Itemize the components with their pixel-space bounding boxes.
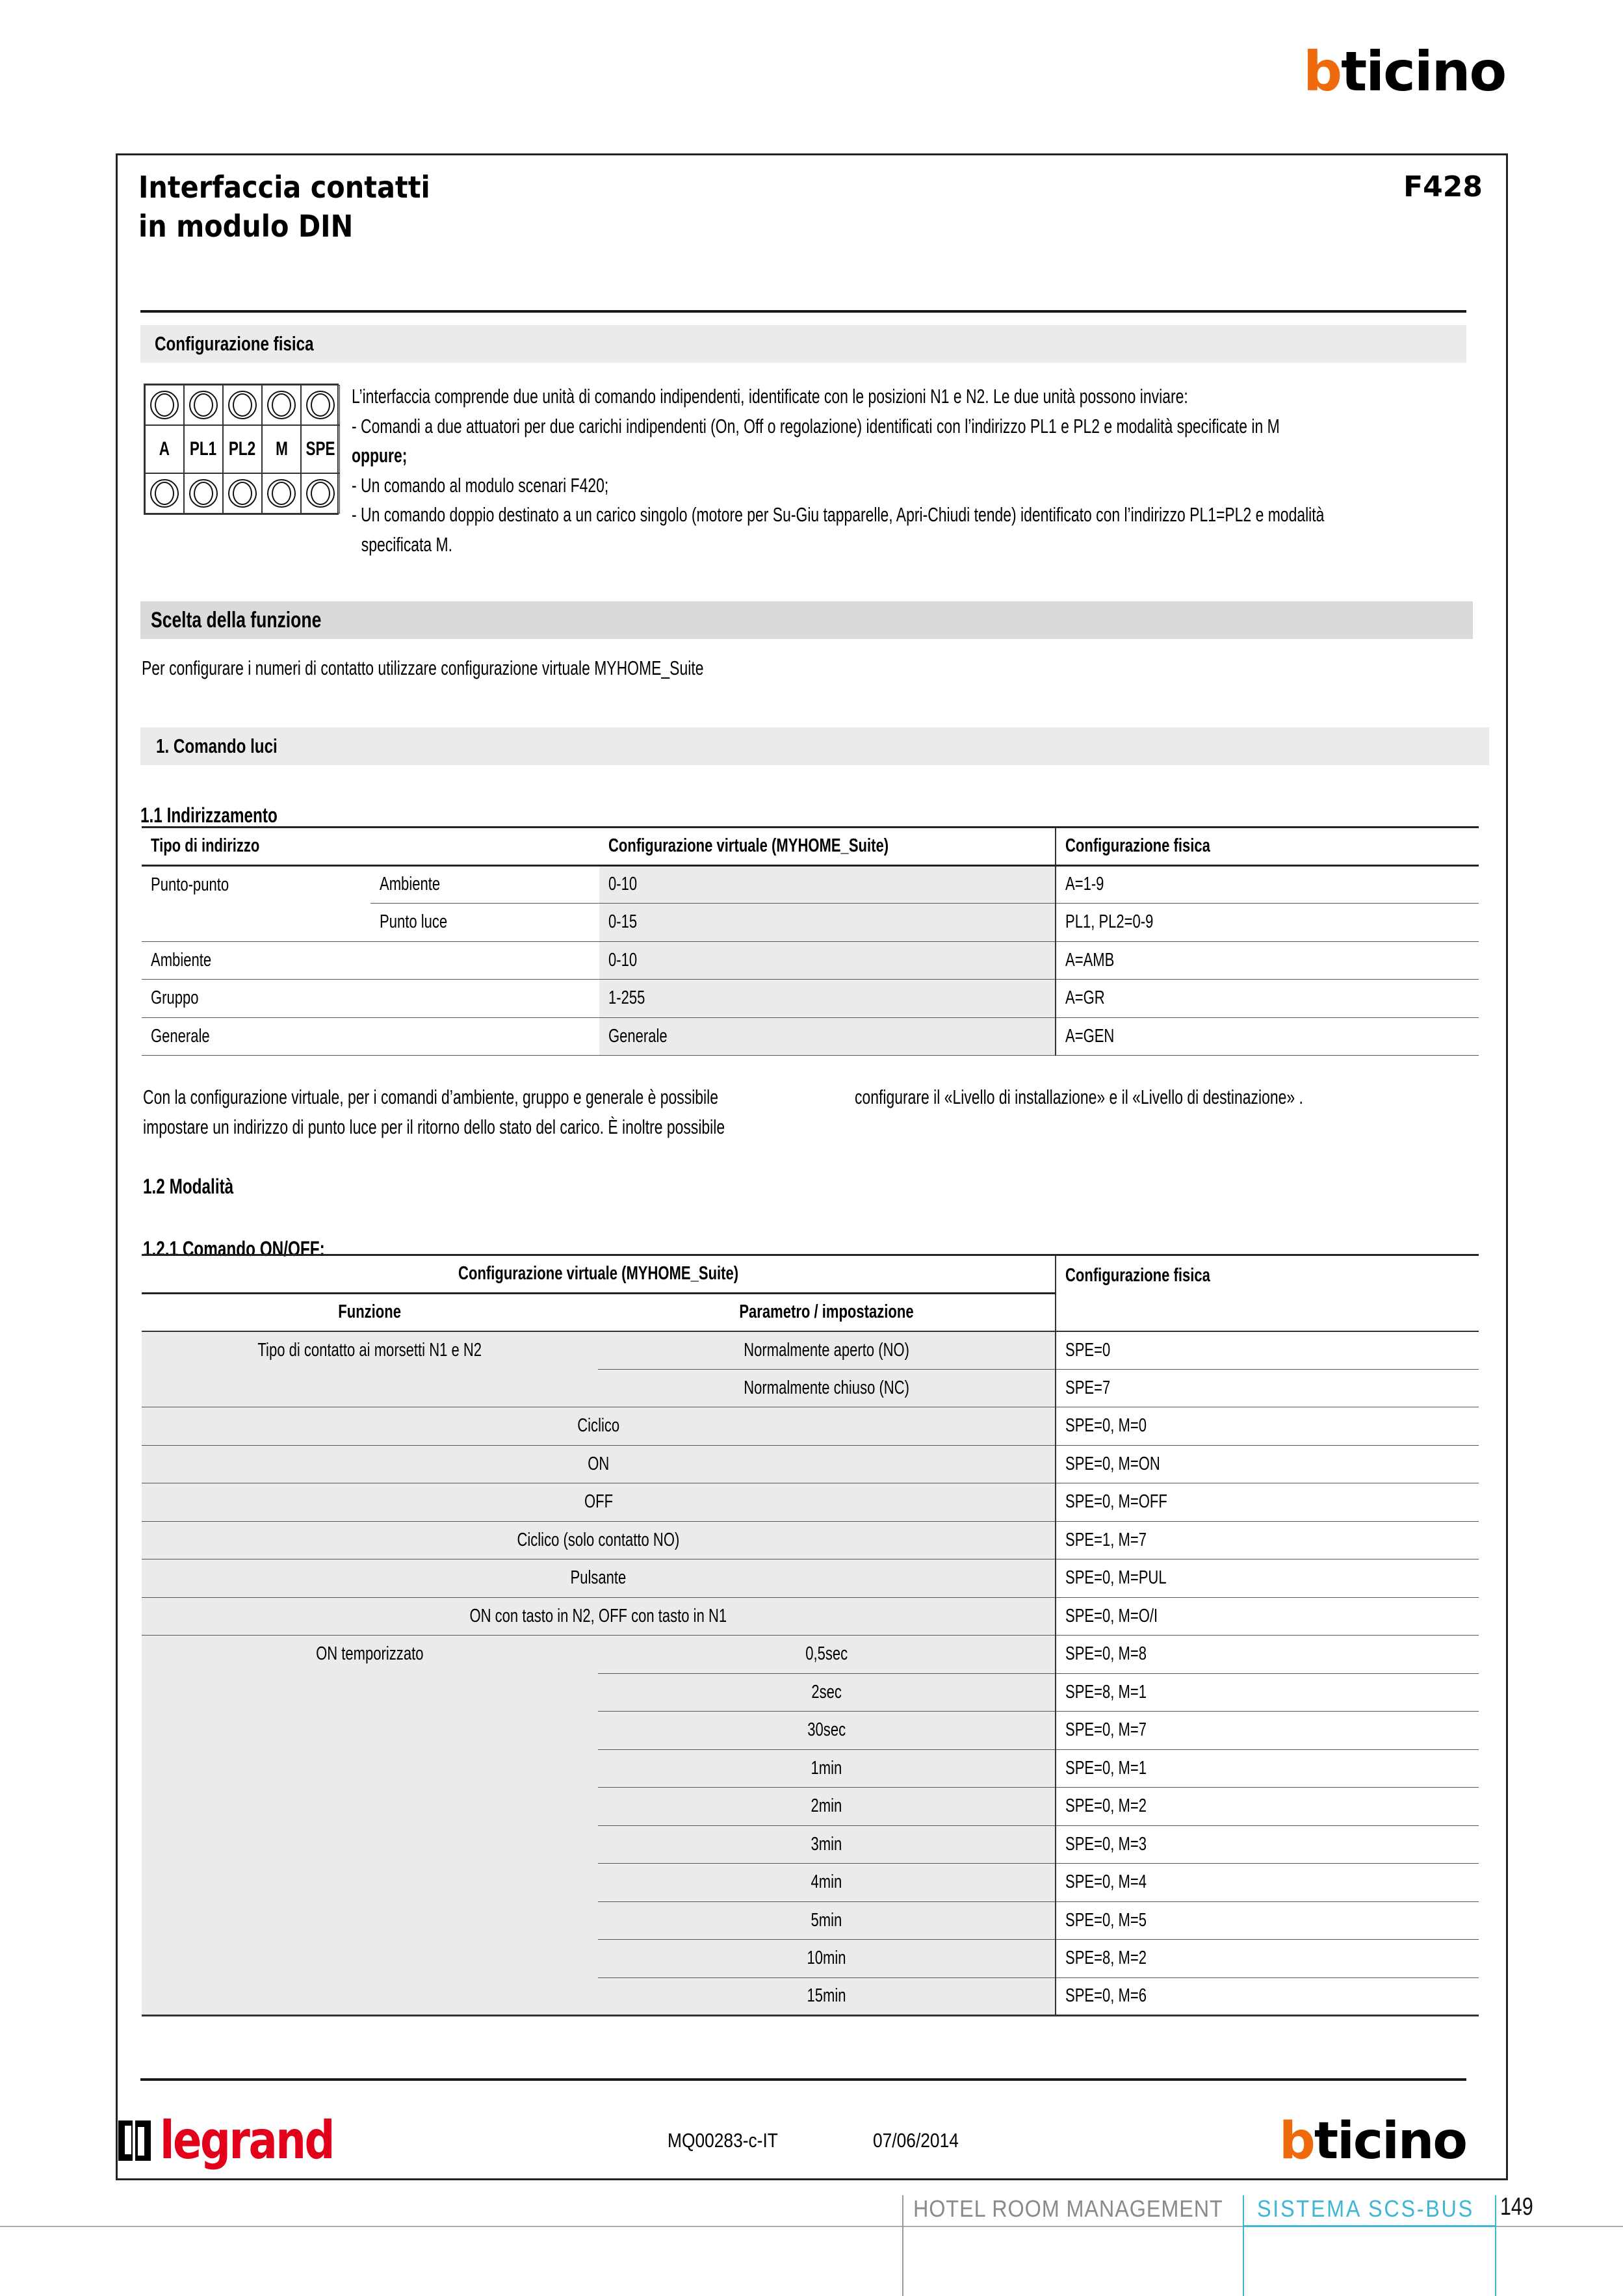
cell-text: SPE=0, M=0 bbox=[1065, 1415, 1147, 1437]
cell-text: Normalmente aperto (NO) bbox=[744, 1339, 909, 1361]
table-header-row bbox=[142, 828, 1479, 866]
terminal-label bbox=[223, 425, 262, 473]
screw-icon bbox=[150, 391, 179, 419]
header-text: Configurazione virtuale (MYHOME_Suite) bbox=[458, 1263, 739, 1285]
cell-text: SPE=0 bbox=[1065, 1339, 1111, 1361]
cell-physical bbox=[1056, 1788, 1479, 1826]
strip-separator bbox=[1495, 2195, 1496, 2296]
cell-text: Ambiente bbox=[151, 949, 212, 971]
cell-text: 0,5sec bbox=[805, 1643, 848, 1665]
cell-param bbox=[598, 1940, 1056, 1978]
screw-icon bbox=[189, 391, 218, 419]
cell-text: 0-15 bbox=[608, 911, 638, 933]
cell-text: SPE=0, M=2 bbox=[1065, 1795, 1147, 1817]
cell-physical bbox=[1056, 1017, 1479, 1056]
cell-text: 2sec bbox=[811, 1681, 842, 1702]
logo-rest: ticino bbox=[1341, 40, 1506, 103]
cell-text: 0-10 bbox=[608, 949, 638, 971]
screw-terminal-top-pl2 bbox=[223, 385, 262, 425]
note-line: Con la configurazione virtuale, per i comandi d’ambiente, gruppo e generale è possibile bbox=[143, 1086, 719, 1108]
cell-param bbox=[598, 1369, 1056, 1407]
addressing-table bbox=[142, 826, 1479, 1056]
cell-physical bbox=[1056, 904, 1479, 942]
cell-function bbox=[142, 1445, 1056, 1483]
cell-physical bbox=[1056, 1825, 1479, 1864]
page-number: 149 bbox=[1500, 2193, 1533, 2221]
description-line: specificata M. bbox=[361, 532, 453, 556]
header-text: Configurazione fisica bbox=[1065, 1265, 1210, 1286]
cell-text: Punto-punto bbox=[151, 874, 229, 895]
terminal-label bbox=[262, 425, 301, 473]
logo-b: b bbox=[1279, 2112, 1314, 2171]
cell-text: Ciclico (solo contatto NO) bbox=[517, 1529, 680, 1550]
logo-rest: ticino bbox=[1314, 2112, 1466, 2171]
terminal-label-text: SPE bbox=[305, 438, 335, 460]
cell-physical bbox=[1056, 1901, 1479, 1940]
section-band-function-choice bbox=[140, 601, 1473, 639]
terminal-label-text: M bbox=[275, 438, 288, 460]
terminal-label bbox=[184, 425, 223, 473]
cell-text: 10min bbox=[807, 1948, 846, 1969]
cell-text: SPE=0, M=3 bbox=[1065, 1833, 1147, 1855]
cell-text: 1min bbox=[811, 1757, 842, 1779]
addressing-heading: 1.1 Indirizzamento bbox=[140, 803, 278, 827]
cell-text: SPE=0, M=5 bbox=[1065, 1909, 1147, 1931]
cell-text: A=GEN bbox=[1065, 1025, 1115, 1047]
section-band-light-command bbox=[140, 727, 1489, 765]
cell-physical bbox=[1056, 1673, 1479, 1712]
cell-physical bbox=[1056, 1597, 1479, 1636]
legrand-mark-icon bbox=[118, 2120, 151, 2161]
cell-param bbox=[598, 1636, 1056, 1674]
header-text: Parametro / impostazione bbox=[739, 1301, 914, 1322]
cell-param bbox=[598, 1825, 1056, 1864]
document-date: 07/06/2014 bbox=[873, 2129, 959, 2152]
screw-icon bbox=[306, 479, 335, 508]
cell-type bbox=[142, 980, 370, 1018]
cell-physical bbox=[1056, 1407, 1479, 1446]
cell-type bbox=[142, 865, 370, 941]
cell-text: A=1-9 bbox=[1065, 874, 1104, 895]
cell-physical bbox=[1056, 1864, 1479, 1902]
cell-physical bbox=[1056, 1712, 1479, 1750]
terminal-diagram bbox=[144, 384, 339, 515]
cell-text: Generale bbox=[151, 1025, 210, 1047]
cell-param bbox=[598, 1749, 1056, 1788]
column-header bbox=[142, 828, 370, 866]
cell-virtual bbox=[599, 980, 1056, 1018]
cell-text: 4min bbox=[811, 1872, 842, 1893]
terminal-label bbox=[301, 425, 340, 473]
cell-text: Generale bbox=[608, 1025, 668, 1047]
cell-text: PL1, PL2=0-9 bbox=[1065, 911, 1154, 933]
cell-text: 1-255 bbox=[608, 987, 645, 1009]
cell-physical bbox=[1056, 1749, 1479, 1788]
cell-param bbox=[598, 1864, 1056, 1902]
cell-physical bbox=[1056, 1369, 1479, 1407]
header-text: Configurazione fisica bbox=[1065, 835, 1210, 857]
cell-text: SPE=0, M=7 bbox=[1065, 1719, 1147, 1741]
cell-physical bbox=[1056, 980, 1479, 1018]
cell-sub bbox=[370, 941, 599, 980]
logo-b: b bbox=[1303, 40, 1342, 103]
screw-terminal-bottom-pl2 bbox=[223, 473, 262, 514]
table-row bbox=[142, 1445, 1479, 1483]
page-title bbox=[138, 168, 430, 246]
title-divider bbox=[140, 310, 1466, 313]
cell-physical bbox=[1056, 1636, 1479, 1674]
modes-heading: 1.2 Modalità bbox=[143, 1175, 234, 1198]
cell-function bbox=[142, 1597, 1056, 1636]
cell-text: SPE=0, M=1 bbox=[1065, 1757, 1147, 1779]
screw-terminal-bottom-spe bbox=[301, 473, 340, 514]
cell-text: SPE=0, M=6 bbox=[1065, 1985, 1147, 2007]
table-row bbox=[142, 1331, 1479, 1370]
cell-text: SPE=7 bbox=[1065, 1377, 1111, 1398]
description-line: - Un comando doppio destinato a un carico singolo (motore per Su-Giu tapparelle, Apri-Chiudi tende) identificato con l’indirizzo PL1=PL2 e modalità bbox=[352, 503, 1325, 526]
table-header-row bbox=[142, 1255, 1479, 1294]
physical-config-description bbox=[352, 382, 1324, 559]
table-row bbox=[142, 865, 1479, 904]
cell-text: 30sec bbox=[807, 1719, 846, 1741]
terminal-label-text: A bbox=[159, 438, 170, 460]
column-header-physical bbox=[1056, 1255, 1479, 1331]
band-label: Scelta della funzione bbox=[151, 607, 322, 633]
cell-function bbox=[142, 1407, 1056, 1446]
table-row bbox=[142, 941, 1479, 980]
table-row bbox=[142, 1597, 1479, 1636]
cell-virtual bbox=[599, 904, 1056, 942]
description-line: L’interfaccia comprende due unità di comando indipendenti, identificate con le posizioni N1 e N2. Le due unità possono inviare: bbox=[352, 385, 1188, 408]
description-line-bold: oppure; bbox=[352, 444, 408, 467]
cell-text: SPE=0, M=8 bbox=[1065, 1643, 1147, 1665]
system-label: SISTEMA SCS-BUS bbox=[1257, 2195, 1474, 2222]
cell-physical bbox=[1056, 865, 1479, 904]
description-line: - Comandi a due attuatori per due carichi indipendenti (On, Off o regolazione) identificati con l’indirizzo PL1 e PL2 e modalità specificate in M bbox=[352, 414, 1280, 437]
screw-icon bbox=[306, 391, 335, 419]
cell-function bbox=[142, 1636, 598, 2016]
legrand-logo bbox=[118, 2110, 372, 2171]
cell-sub bbox=[370, 1017, 599, 1056]
cell-text: Punto luce bbox=[380, 911, 448, 933]
cell-param bbox=[598, 1331, 1056, 1370]
bticino-logo bbox=[1303, 40, 1506, 103]
note-line: impostare un indirizzo di punto luce per il ritorno dello stato del carico. È inoltre possibile bbox=[143, 1115, 725, 1138]
cell-param bbox=[598, 1673, 1056, 1712]
table-row bbox=[142, 1483, 1479, 1522]
product-code: F428 bbox=[1403, 170, 1483, 203]
cell-text: ON con tasto in N2, OFF con tasto in N1 bbox=[469, 1605, 727, 1626]
section-band-physical-config bbox=[140, 325, 1466, 363]
cell-text: Tipo di contatto ai morsetti N1 e N2 bbox=[257, 1339, 482, 1361]
strip-separator bbox=[1243, 2195, 1244, 2296]
cell-function bbox=[142, 1483, 1056, 1522]
cell-text: Gruppo bbox=[151, 987, 199, 1009]
cell-type bbox=[142, 941, 370, 980]
screw-icon bbox=[228, 479, 257, 508]
column-header-function bbox=[142, 1293, 598, 1331]
terminal-label bbox=[145, 425, 184, 473]
cell-text: SPE=0, M=PUL bbox=[1065, 1567, 1167, 1589]
cell-param bbox=[598, 1788, 1056, 1826]
cell-text: Ciclico bbox=[577, 1415, 619, 1437]
header-text: Configurazione virtuale (MYHOME_Suite) bbox=[608, 835, 889, 857]
band-label: 1. Comando luci bbox=[156, 735, 278, 757]
screw-icon bbox=[189, 479, 218, 508]
cell-sub bbox=[370, 865, 599, 904]
header-text: Funzione bbox=[338, 1301, 402, 1322]
screw-icon bbox=[228, 391, 257, 419]
cell-physical bbox=[1056, 1521, 1479, 1559]
table-row bbox=[142, 1017, 1479, 1056]
bticino-footer-logo bbox=[1279, 2112, 1466, 2171]
cell-sub bbox=[370, 904, 599, 942]
cell-sub bbox=[370, 980, 599, 1018]
cell-virtual bbox=[599, 941, 1056, 980]
legrand-wordmark: legrand bbox=[160, 2110, 333, 2171]
cell-text: SPE=0, M=O/I bbox=[1065, 1605, 1158, 1626]
band-label: Configurazione fisica bbox=[155, 332, 314, 355]
screw-terminal-top-spe bbox=[301, 385, 340, 425]
cell-text: SPE=8, M=1 bbox=[1065, 1681, 1147, 1702]
cell-text: OFF bbox=[584, 1491, 613, 1513]
column-header-param bbox=[598, 1293, 1056, 1331]
cell-text: 15min bbox=[807, 1985, 846, 2007]
cell-physical bbox=[1056, 1445, 1479, 1483]
cell-function bbox=[142, 1331, 598, 1407]
cell-text: A=AMB bbox=[1065, 949, 1115, 971]
screw-terminal-top-pl1 bbox=[184, 385, 223, 425]
section-label: HOTEL ROOM MANAGEMENT bbox=[913, 2195, 1223, 2222]
cell-param bbox=[598, 1712, 1056, 1750]
cell-physical bbox=[1056, 1977, 1479, 2016]
title-line-2: in modulo DIN bbox=[138, 209, 354, 244]
onoff-heading: 1.2.1 Comando ON/OFF: bbox=[143, 1237, 325, 1260]
cell-text: ON bbox=[587, 1453, 610, 1474]
cell-text: ON temporizzato bbox=[316, 1643, 424, 1664]
cell-text: SPE=0, M=4 bbox=[1065, 1872, 1147, 1893]
cell-text: 3min bbox=[811, 1833, 842, 1855]
footer-divider bbox=[140, 2078, 1466, 2081]
column-header bbox=[370, 828, 599, 866]
terminal-label-text: PL2 bbox=[229, 438, 256, 460]
cell-text: 2min bbox=[811, 1795, 842, 1817]
screw-icon bbox=[150, 479, 179, 508]
cell-physical bbox=[1056, 1331, 1479, 1370]
column-header bbox=[599, 828, 1056, 866]
cell-physical bbox=[1056, 1483, 1479, 1522]
title-line-1: Interfaccia contatti bbox=[138, 170, 430, 205]
screw-terminal-bottom-m bbox=[262, 473, 301, 514]
cell-virtual bbox=[599, 1017, 1056, 1056]
cell-text: Ambiente bbox=[380, 874, 441, 895]
table-row bbox=[142, 1521, 1479, 1559]
table-row bbox=[142, 1559, 1479, 1598]
cell-function bbox=[142, 1521, 1056, 1559]
cell-text: Pulsante bbox=[570, 1567, 627, 1589]
cell-text: A=GR bbox=[1065, 987, 1105, 1009]
document-code: MQ00283-c-IT bbox=[668, 2129, 778, 2152]
terminal-label-text: PL1 bbox=[190, 438, 217, 460]
column-header-virtual bbox=[142, 1255, 1056, 1294]
description-line: - Un comando al modulo scenari F420; bbox=[352, 473, 609, 497]
cell-type bbox=[142, 1017, 370, 1056]
addressing-note-right: configurare il «Livello di installazione» e il «Livello di destinazione» . bbox=[855, 1086, 1303, 1108]
cell-param bbox=[598, 1901, 1056, 1940]
strip-separator bbox=[902, 2195, 903, 2296]
cell-text: SPE=8, M=2 bbox=[1065, 1948, 1147, 1969]
addressing-note-left bbox=[143, 1082, 725, 1141]
cell-physical bbox=[1056, 1940, 1479, 1978]
function-choice-text: Per configurare i numeri di contatto utilizzare configurazione virtuale MYHOME_Suite bbox=[142, 657, 704, 679]
screw-terminal-bottom-a bbox=[145, 473, 184, 514]
column-header bbox=[1056, 828, 1479, 866]
screw-terminal-top-m bbox=[262, 385, 301, 425]
cell-text: Normalmente chiuso (NC) bbox=[744, 1377, 909, 1398]
cell-function bbox=[142, 1559, 1056, 1598]
cell-physical bbox=[1056, 941, 1479, 980]
cell-text: SPE=0, M=OFF bbox=[1065, 1491, 1167, 1513]
screw-icon bbox=[267, 479, 296, 508]
cell-text: SPE=1, M=7 bbox=[1065, 1529, 1147, 1550]
strip-accent-line bbox=[1243, 2225, 1496, 2227]
cell-param bbox=[598, 1977, 1056, 2016]
screw-terminal-bottom-pl1 bbox=[184, 473, 223, 514]
cell-text: 5min bbox=[811, 1909, 842, 1931]
screw-terminal-top-a bbox=[145, 385, 184, 425]
screw-icon bbox=[267, 391, 296, 419]
cell-physical bbox=[1056, 1559, 1479, 1598]
table-row bbox=[142, 1636, 1479, 1674]
onoff-table bbox=[142, 1254, 1479, 2016]
cell-text: SPE=0, M=ON bbox=[1065, 1453, 1160, 1474]
cell-text: 0-10 bbox=[608, 874, 638, 895]
table-row bbox=[142, 980, 1479, 1018]
header-text: Tipo di indirizzo bbox=[151, 835, 260, 857]
table-row bbox=[142, 1407, 1479, 1446]
cell-virtual bbox=[599, 865, 1056, 904]
